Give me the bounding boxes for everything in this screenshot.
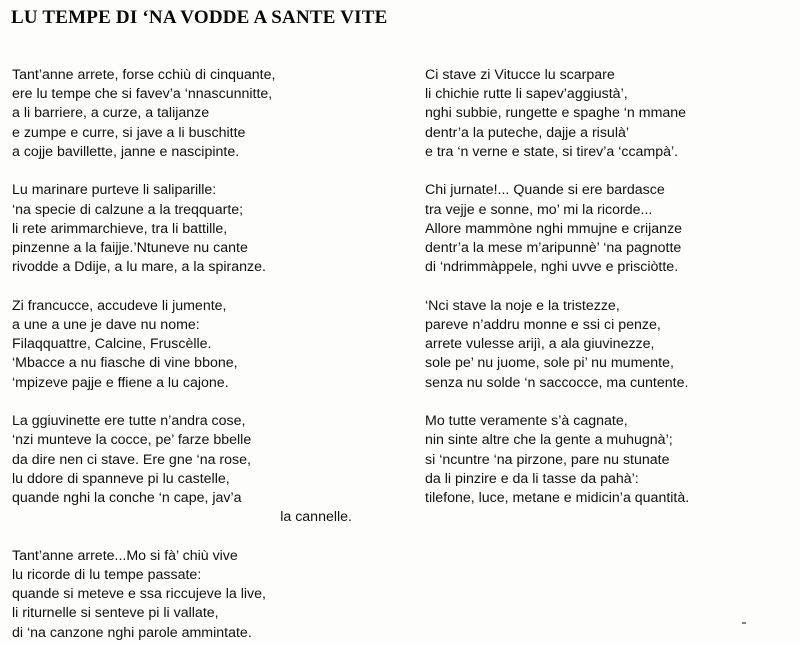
verse-line: di ‘ndrimmàppele, nghi uvve e prisciòtte. [425, 259, 679, 276]
stanza [425, 297, 795, 393]
verse-line: Ci stave zi Vitucce lu scarpare [425, 67, 615, 83]
scan-speck [742, 622, 746, 624]
verse-line: Chi jurnate!... Quande si ere bardasce [425, 182, 665, 199]
poem-title: LU TEMPE DI ‘NA VODDE A SANTE VITE [11, 7, 388, 28]
verse-line: a li barriere, a curze, a talijanze [12, 105, 210, 122]
verse-line: tra vejje e sonne, mo’ mi la ricorde... [425, 201, 653, 218]
verse-line: da li pinzire e da li tasse da pahà’: [425, 470, 639, 487]
verse-line: senza nu solde ‘n saccocce, ma cuntente. [425, 374, 689, 391]
verse-line: di ‘na canzone nghi parole ammintate. [12, 624, 252, 641]
poem-left-column [12, 66, 402, 662]
verse-line: quande si meteve e ssa riccujeve la live, [12, 586, 266, 603]
verse-line: lu ricorde di lu tempe passate: [12, 567, 202, 584]
verse-line: tilefone, luce, metane e midicin’a quantità. [425, 490, 690, 507]
stanza [12, 66, 402, 162]
poem-right-column [425, 66, 795, 528]
stanza [12, 181, 402, 277]
verse-line: li riturnelle si senteve pi li vallate, [12, 605, 219, 622]
verse-line: li chichie rutte li sapev’aggiustà’, [425, 86, 628, 103]
verse-line: nin sinte altre che la gente a muhugnà’; [425, 432, 673, 449]
verse-line: si ‘ncuntre ‘na pirzone, pare nu stunate [425, 451, 670, 468]
verse-line: li rete arimmarchieve, tra li battille, [12, 220, 228, 237]
verse-line: e zumpe e curre, si jave a li buschitte [12, 124, 246, 141]
stanza [12, 412, 402, 527]
verse-line: pinzenne a la faijje.’Ntuneve nu cante [12, 240, 248, 257]
verse-line: sole pe’ nu juome, sole pi’ nu mumente, [425, 355, 674, 372]
verse-line: a cojje bavillette, janne e nascipinte. [12, 143, 240, 160]
stanza [12, 297, 402, 393]
verse-line: ‘mpizeve pajje e ffiene a lu cajone. [12, 374, 229, 391]
verse-line: nghi subbie, rungette e spaghe ‘n mmane [425, 105, 687, 122]
stanza [425, 66, 795, 162]
verse-line: Allore mammòne nghi mmujne e crijanze [425, 220, 683, 237]
verse-line: dentr’a la puteche, dajje a risulà’ [425, 124, 630, 141]
stanza [425, 412, 795, 508]
verse-line: lu ddore di spanneve pi lu castelle, [12, 470, 230, 487]
verse-line: La ggiuvinette ere tutte n’andra cose, [12, 413, 246, 430]
verse-line: da dire nen ci stave. Ere gne ‘na rose, [12, 451, 251, 468]
verse-line: a une a une je dave nu nome: [12, 317, 200, 334]
verse-line: Lu marinare purteve li saliparille: [12, 182, 217, 199]
stanza [12, 547, 402, 643]
stanza [425, 181, 795, 277]
verse-line: dentr’a la mese m’aripunnè’ ‘na pagnotte [425, 240, 682, 257]
verse-line: ere lu tempe che si favev’a ‘nnascunnitte, [12, 86, 273, 103]
verse-line: Tant’anne arrete, forse cchiù di cinquante, [12, 67, 276, 83]
verse-line: pareve n’addru monne e ssi ci penze, [425, 317, 661, 334]
verse-line: Tant’anne arrete...Mo si fà’ chiù vive [12, 547, 238, 564]
verse-line: e tra ‘n verne e state, si tirev’a ‘ccampà’. [425, 143, 679, 160]
verse-line: ‘Mbacce a nu fiasche di vine bbone, [12, 355, 238, 372]
verse-line: arrete vulesse arijì, a ala giuvinezze, [425, 336, 655, 353]
verse-line: ‘nzi munteve la cocce, pe’ farze bbelle [12, 432, 252, 449]
verse-line: quande nghi la conche ‘n cape, jav’a [12, 490, 242, 507]
verse-line: Zi francucce, accudeve li jumente, [12, 297, 227, 314]
verse-line: ‘Nci stave la noje e la tristezze, [425, 297, 620, 314]
verse-line: ‘na specie di calzune a la treqquarte; [12, 201, 244, 218]
verse-line: Filaqquattre, Calcine, Fruscèlle. [12, 336, 212, 353]
verse-line-continuation: la cannelle. [280, 509, 352, 526]
verse-line: Mo tutte veramente s’à cagnate, [425, 413, 628, 430]
verse-line: rivodde a Ddije, a lu mare, a la spiranze. [12, 259, 266, 276]
